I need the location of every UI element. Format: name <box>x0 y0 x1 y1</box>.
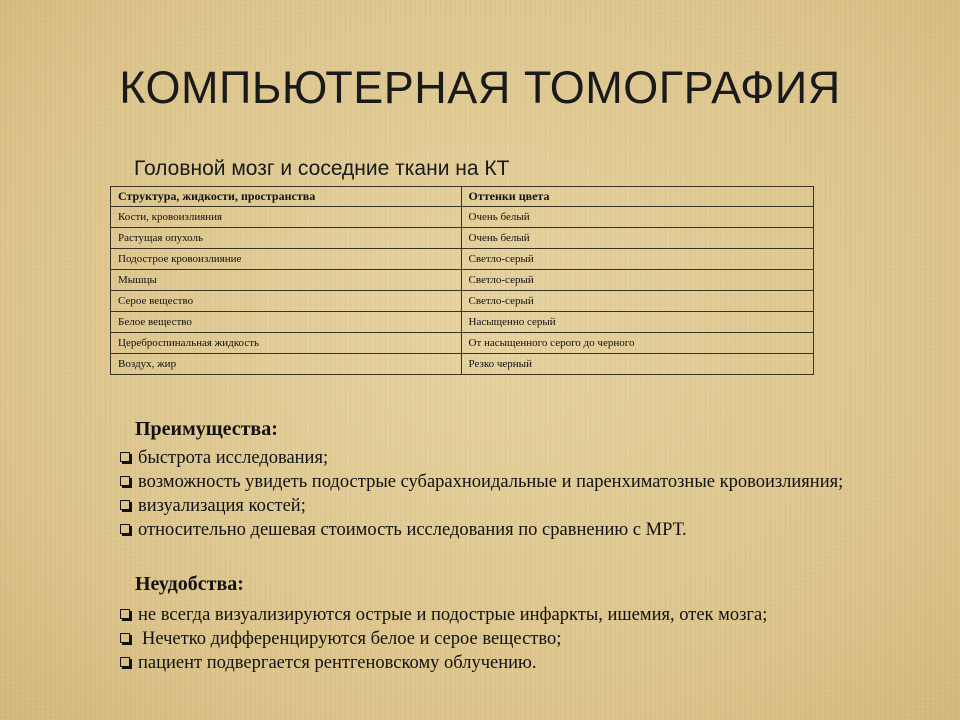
table-cell-structure: Кости, кровоизлияния <box>111 207 462 228</box>
table-cell-shade: От насыщенного серого до черного <box>461 333 813 354</box>
table-row <box>111 312 814 333</box>
ct-shades-table <box>110 186 814 375</box>
table-cell-shade: Очень белый <box>461 207 813 228</box>
table-cell-structure: Мышцы <box>111 270 462 291</box>
table-row <box>111 333 814 354</box>
advantages-list <box>120 446 882 542</box>
table-header-shade: Оттенки цвета <box>461 187 813 207</box>
table-cell-structure: Воздух, жир <box>111 354 462 375</box>
table-cell-shade: Светло-серый <box>461 249 813 270</box>
table-row <box>111 270 814 291</box>
table-cell-structure: Белое вещество <box>111 312 462 333</box>
table-cell-structure: Растущая опухоль <box>111 228 462 249</box>
list-item <box>120 446 882 470</box>
advantages-heading: Преимущества: <box>135 418 278 440</box>
disadvantages-heading: Неудобства: <box>135 573 244 595</box>
slide-subtitle: Головной мозг и соседние ткани на КТ <box>134 157 510 180</box>
table-row <box>111 291 814 312</box>
list-item <box>120 603 882 627</box>
table-row <box>111 249 814 270</box>
list-item <box>120 470 882 494</box>
table-cell-shade: Насыщенно серый <box>461 312 813 333</box>
table-cell-structure: Серое вещество <box>111 291 462 312</box>
checkbox-bullet-icon <box>120 452 130 462</box>
list-item-text: визуализация костей; <box>138 496 306 516</box>
list-item <box>120 627 882 651</box>
list-item-text: относительно дешевая стоимость исследования по сравнению с МРТ. <box>138 520 687 540</box>
checkbox-bullet-icon <box>120 476 130 486</box>
list-item-text: пациент подвергается рентгеновскому облучению. <box>138 653 537 673</box>
checkbox-bullet-icon <box>120 633 130 643</box>
checkbox-bullet-icon <box>120 657 130 667</box>
checkbox-bullet-icon <box>120 524 130 534</box>
table-row <box>111 228 814 249</box>
list-item-text: быстрота исследования; <box>138 448 329 468</box>
checkbox-bullet-icon <box>120 500 130 510</box>
table-cell-shade: Светло-серый <box>461 291 813 312</box>
list-item <box>120 518 882 542</box>
list-item <box>120 494 882 518</box>
table-header-row <box>111 187 814 207</box>
table-cell-shade: Очень белый <box>461 228 813 249</box>
table-row <box>111 354 814 375</box>
list-item-text: не всегда визуализируются острые и подострые инфаркты, ишемия, отек мозга; <box>138 605 768 625</box>
slide-title: КОМПЬЮТЕРНАЯ ТОМОГРАФИЯ <box>119 62 841 113</box>
disadvantages-list <box>120 603 882 675</box>
table-row <box>111 207 814 228</box>
checkbox-bullet-icon <box>120 609 130 619</box>
list-item-text: Нечетко дифференцируются белое и серое вещество; <box>142 629 562 649</box>
table-cell-shade: Резко черный <box>461 354 813 375</box>
table-cell-structure: Цереброспинальная жидкость <box>111 333 462 354</box>
table-header-structure: Структура, жидкости, пространства <box>111 187 462 207</box>
table-cell-shade: Светло-серый <box>461 270 813 291</box>
list-item-text: возможность увидеть подострые субарахноидальные и паренхиматозные кровоизлияния; <box>138 472 844 492</box>
table-cell-structure: Подострое кровоизлияние <box>111 249 462 270</box>
list-item <box>120 651 882 675</box>
